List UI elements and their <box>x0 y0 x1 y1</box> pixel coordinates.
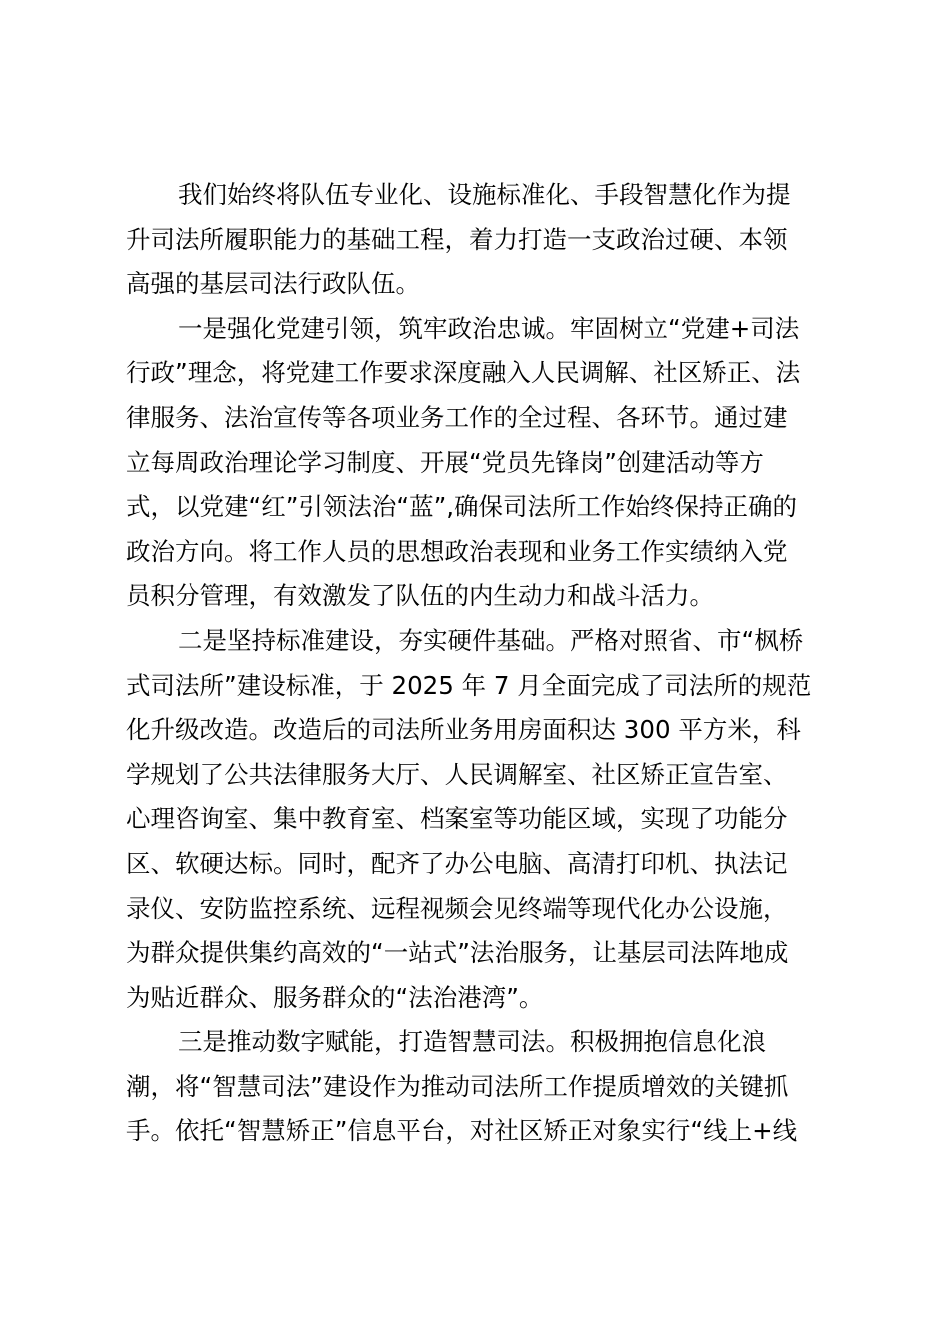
text-line: 为贴近群众、服务群众的“法治港湾”。 <box>126 982 544 1012</box>
text-line: 潮，将“智慧司法”建设作为推动司法所工作提质增效的关键抓 <box>126 1071 789 1101</box>
text-line: 高强的基层司法行政队伍。 <box>126 269 420 299</box>
text-line: 升司法所履职能力的基础工程，着力打造一支政治过硬、本领 <box>126 224 788 254</box>
document-body <box>126 173 836 1154</box>
text-line: 手。依托“智慧矫正”信息平台，对社区矫正对象实行“线上+线 <box>126 1116 798 1146</box>
text-line: 律服务、法治宣传等各项业务工作的全过程、各环节。通过建 <box>126 402 788 432</box>
paragraph-party-building <box>126 307 836 619</box>
text-line: 员积分管理，有效激发了队伍的内生动力和战斗活力。 <box>126 581 714 611</box>
text-line: 录仪、安防监控系统、远程视频会见终端等现代化办公设施， <box>126 893 788 923</box>
text-line: 立每周政治理论学习制度、开展“党员先锋岗”创建活动等方 <box>126 447 764 477</box>
text-line: 为群众提供集约高效的“一站式”法治服务，让基层司法阵地成 <box>126 938 789 968</box>
text-line: 三是推动数字赋能，打造智慧司法。积极拥抱信息化浪 <box>178 1027 766 1057</box>
text-line: 一是强化党建引领，筑牢政治忠诚。牢固树立“党建+司法 <box>178 313 800 343</box>
text-line: 式，以党建“红”引领法治“蓝”,确保司法所工作始终保持正确的 <box>126 492 798 522</box>
text-line: 式司法所”建设标准，于 2025 年 7 月全面完成了司法所的规范 <box>126 670 812 700</box>
text-line: 我们始终将队伍专业化、设施标准化、手段智慧化作为提 <box>178 180 791 209</box>
text-line: 行政”理念，将党建工作要求深度融入人民调解、社区矫正、法 <box>126 358 801 388</box>
text-line: 化升级改造。改造后的司法所业务用房面积达 300 平方米，科 <box>126 715 801 745</box>
text-line: 区、软硬达标。同时，配齐了办公电脑、高清打印机、执法记 <box>126 848 788 878</box>
text-line: 学规划了公共法律服务大厅、人民调解室、社区矫正宣告室、 <box>126 759 788 789</box>
paragraph-intro <box>126 173 836 307</box>
paragraph-standard-construction <box>126 619 836 1020</box>
text-line: 心理咨询室、集中教育室、档案室等功能区域，实现了功能分 <box>126 804 788 834</box>
paragraph-digital-empowerment <box>126 1020 836 1154</box>
text-line: 二是坚持标准建设，夯实硬件基础。严格对照省、市“枫桥 <box>178 625 804 655</box>
text-line: 政治方向。将工作人员的思想政治表现和业务工作实绩纳入党 <box>126 536 788 566</box>
